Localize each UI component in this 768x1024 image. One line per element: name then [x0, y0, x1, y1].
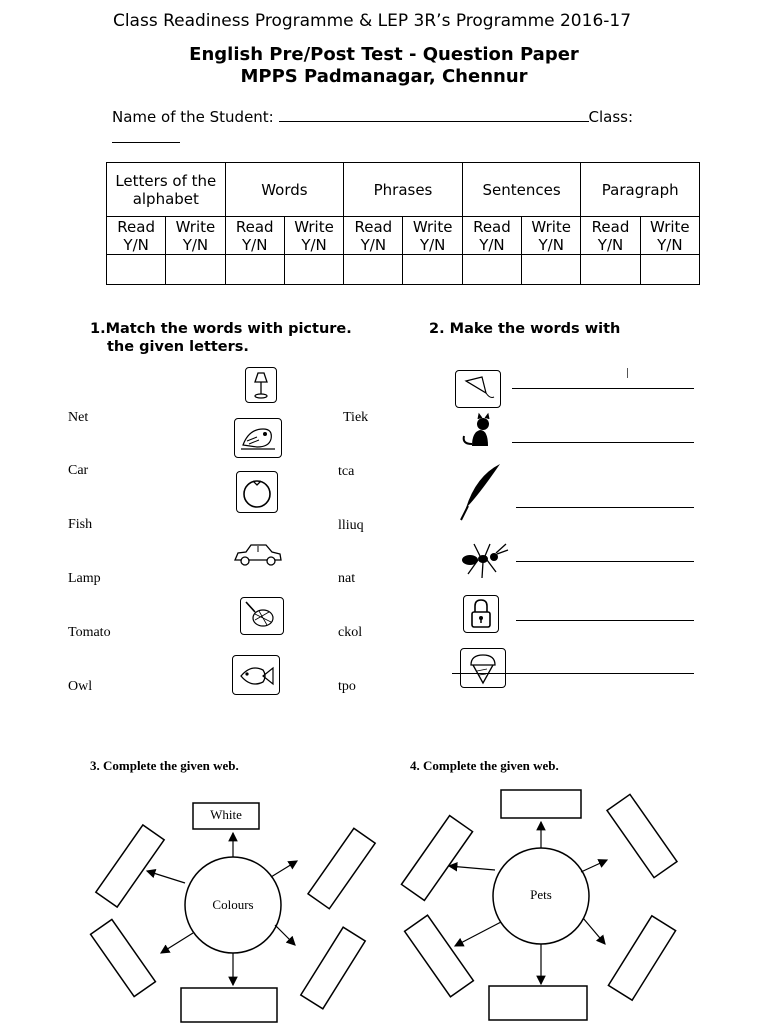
answer-line[interactable] — [516, 620, 694, 621]
pets-web — [395, 788, 695, 1024]
match-word: Net — [68, 410, 89, 425]
col-letters: Letters of the alphabet — [107, 163, 226, 217]
web-arrow — [161, 933, 193, 953]
match-word: Car — [68, 463, 89, 478]
lock-icon — [463, 595, 499, 633]
web-center-label: Colours — [212, 897, 254, 912]
cat-icon — [458, 410, 498, 450]
jumbled-word: ckol — [338, 625, 363, 640]
web-arrow — [275, 925, 295, 945]
tomato-icon — [236, 471, 278, 513]
jumbled-word: Tiek — [343, 410, 369, 425]
name-blank[interactable] — [279, 121, 589, 122]
name-label: Name of the Student: — [112, 108, 274, 126]
web-box-bottom-right — [608, 916, 675, 1000]
answer-line[interactable] — [512, 442, 694, 443]
ice-cream-icon — [460, 648, 506, 688]
col-paragraph: Paragraph — [581, 163, 700, 217]
sub-read: Read Y/N — [462, 217, 521, 255]
school-name: MPPS Padmanagar, Chennur — [240, 66, 528, 87]
web-box-bottom — [489, 986, 587, 1020]
jumbled-word: lliuq — [338, 518, 364, 533]
sub-write: Write Y/N — [166, 217, 225, 255]
test-title: English Pre/Post Test - Question Paper — [189, 44, 579, 65]
match-word: Fish — [68, 517, 93, 532]
ant-icon — [456, 538, 512, 582]
jumbled-word: tpo — [338, 679, 356, 694]
lamp-icon — [245, 367, 277, 403]
answer-cell[interactable] — [166, 255, 225, 285]
web-box-top-right — [607, 794, 677, 877]
web-center-label: Pets — [530, 887, 552, 902]
q1-subtitle: the given letters. — [107, 339, 249, 355]
web-box-top — [501, 790, 581, 818]
pencil-mark — [627, 368, 628, 378]
q3-title: 3. Complete the given web. — [90, 758, 239, 773]
car-icon — [232, 540, 284, 570]
match-word: Lamp — [68, 571, 101, 586]
owl-icon — [234, 418, 282, 458]
col-sentences: Sentences — [462, 163, 581, 217]
jumbled-word: tca — [338, 464, 355, 479]
web-box-bottom — [181, 988, 277, 1022]
answer-line[interactable] — [452, 673, 694, 674]
web-arrow — [147, 871, 185, 883]
programme-title: Class Readiness Programme & LEP 3R’s Programme 2016-17 — [112, 11, 632, 31]
answer-cell[interactable] — [522, 255, 581, 285]
col-words: Words — [225, 163, 344, 217]
answer-cell[interactable] — [284, 255, 343, 285]
sub-read: Read Y/N — [581, 217, 640, 255]
web-box-bottom-left — [91, 919, 156, 996]
jumbled-word: nat — [338, 571, 356, 586]
answer-cell[interactable] — [344, 255, 403, 285]
readiness-table — [106, 162, 700, 285]
fish-icon — [232, 655, 280, 695]
web-given-word: White — [210, 807, 242, 822]
web-arrow — [449, 866, 495, 870]
web-arrow — [271, 861, 297, 877]
kite-icon — [455, 370, 501, 408]
class-blank[interactable] — [112, 142, 180, 143]
class-label: Class: — [588, 108, 634, 126]
q1-title: 1.Match the words with picture. — [90, 321, 352, 337]
q2-title: 2. Make the words with — [429, 321, 621, 337]
web-box-top-left — [96, 825, 164, 907]
web-box-top-right — [308, 828, 375, 908]
web-arrow — [583, 918, 605, 944]
answer-cell[interactable] — [403, 255, 462, 285]
answer-cell[interactable] — [581, 255, 640, 285]
sub-write: Write Y/N — [403, 217, 462, 255]
web-box-bottom-left — [405, 915, 474, 997]
answer-cell[interactable] — [462, 255, 521, 285]
net-icon — [240, 597, 284, 635]
web-arrow — [581, 860, 607, 872]
q4-title: 4. Complete the given web. — [410, 758, 559, 773]
match-word: Owl — [68, 679, 93, 694]
answer-cell[interactable] — [640, 255, 699, 285]
sub-write: Write Y/N — [640, 217, 699, 255]
match-word: Tomato — [68, 625, 111, 640]
sub-read: Read Y/N — [344, 217, 403, 255]
sub-read: Read Y/N — [225, 217, 284, 255]
answer-cell[interactable] — [107, 255, 166, 285]
student-info — [112, 108, 633, 126]
answer-line[interactable] — [516, 507, 694, 508]
web-box-top-left — [401, 816, 472, 901]
col-phrases: Phrases — [344, 163, 463, 217]
web-box-bottom-right — [301, 927, 365, 1009]
sub-read: Read Y/N — [107, 217, 166, 255]
quill-icon — [456, 462, 504, 524]
answer-cell[interactable] — [225, 255, 284, 285]
sub-write: Write Y/N — [284, 217, 343, 255]
sub-write: Write Y/N — [522, 217, 581, 255]
answer-line[interactable] — [512, 388, 694, 389]
answer-line[interactable] — [516, 561, 694, 562]
web-arrow — [455, 922, 501, 946]
